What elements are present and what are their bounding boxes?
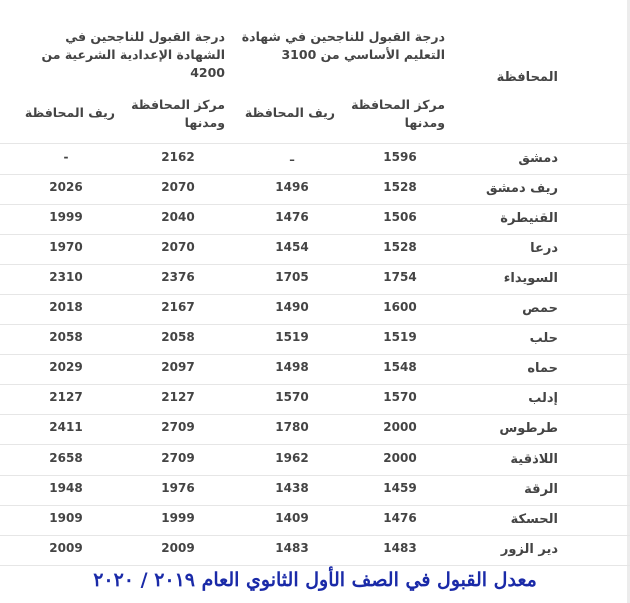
governorate-cell: درعا [530, 241, 558, 256]
governorate-cell: حلب [529, 331, 558, 346]
governorate-cell: إدلب [528, 391, 558, 406]
basic-center-cell: 1596 [383, 150, 417, 164]
basic-rural-cell: 1490 [275, 300, 309, 314]
header-sharia-rural: ريف المحافظة [24, 105, 115, 120]
basic-center-cell: 1528 [383, 180, 417, 194]
basic-rural-cell: 1705 [275, 270, 309, 284]
basic-center-cell: 2000 [383, 451, 417, 465]
basic-center-cell: 1754 [383, 270, 417, 284]
sharia-rural-cell: 2411 [49, 420, 83, 434]
row-separator [0, 174, 630, 175]
sharia-center-cell: 2167 [161, 300, 195, 314]
sharia-center-cell: 1976 [161, 481, 195, 495]
sharia-center-cell: 2376 [161, 270, 195, 284]
sharia-rural-cell: 2029 [49, 360, 83, 374]
basic-rural-cell: 1519 [275, 330, 309, 344]
sharia-rural-cell: 2009 [49, 541, 83, 555]
basic-rural-cell: ـ [289, 150, 295, 164]
sharia-rural-cell: 2026 [49, 180, 83, 194]
header-basic-group: درجة القبول للناجحين في شهادة التعليم الأساسي من 3100 [241, 29, 445, 62]
basic-center-cell: 1476 [383, 511, 417, 525]
governorate-cell: دير الزور [500, 542, 558, 557]
header-basic-center: مركز المحافظة ومدنها [351, 97, 445, 130]
row-separator [0, 565, 630, 566]
basic-rural-cell: 1570 [275, 390, 309, 404]
basic-rural-cell: 1454 [275, 240, 309, 254]
row-separator [0, 264, 630, 265]
sharia-rural-cell: 2127 [49, 390, 83, 404]
sharia-rural-cell: 2018 [49, 300, 83, 314]
sharia-rural-cell: - [63, 150, 69, 164]
governorate-cell: ريف دمشق [485, 181, 558, 196]
header-sharia-group: درجة القبول للناجحين في الشهادة الإعدادية الشرعية من 4200 [41, 29, 225, 80]
row-separator [0, 324, 630, 325]
governorate-cell: طرطوس [499, 421, 558, 436]
basic-rural-cell: 1438 [275, 481, 309, 495]
row-separator [0, 204, 630, 205]
sharia-rural-cell: 2310 [49, 270, 83, 284]
basic-center-cell: 1600 [383, 300, 417, 314]
sharia-center-cell: 2058 [161, 330, 195, 344]
basic-center-cell: 2000 [383, 420, 417, 434]
governorate-cell: الحسكة [510, 512, 558, 527]
governorate-cell: القنيطرة [500, 211, 558, 226]
sharia-rural-cell: 1999 [49, 210, 83, 224]
header-governorate: المحافظة [496, 70, 558, 85]
sharia-center-cell: 2040 [161, 210, 195, 224]
governorate-cell: الرقة [524, 482, 558, 497]
table-caption: معدل القبول في الصف الأول الثانوي العام ٢٠١٩ / ٢٠٢٠ [93, 569, 537, 591]
basic-rural-cell: 1780 [275, 420, 309, 434]
sharia-center-cell: 2070 [161, 240, 195, 254]
row-separator [0, 475, 630, 476]
row-separator [0, 535, 630, 536]
basic-rural-cell: 1409 [275, 511, 309, 525]
governorate-cell: اللاذقية [510, 452, 558, 467]
header-basic-rural: ريف المحافظة [244, 105, 335, 120]
row-separator [0, 444, 630, 445]
sharia-center-cell: 2127 [161, 390, 195, 404]
basic-rural-cell: 1498 [275, 360, 309, 374]
basic-rural-cell: 1476 [275, 210, 309, 224]
sharia-center-cell: 2709 [161, 420, 195, 434]
sharia-rural-cell: 1970 [49, 240, 83, 254]
basic-center-cell: 1519 [383, 330, 417, 344]
sharia-center-cell: 2709 [161, 451, 195, 465]
row-separator [0, 414, 630, 415]
sharia-rural-cell: 2658 [49, 451, 83, 465]
sharia-rural-cell: 1948 [49, 481, 83, 495]
basic-center-cell: 1483 [383, 541, 417, 555]
sharia-center-cell: 2097 [161, 360, 195, 374]
basic-rural-cell: 1962 [275, 451, 309, 465]
basic-center-cell: 1506 [383, 210, 417, 224]
basic-rural-cell: 1483 [275, 541, 309, 555]
sharia-rural-cell: 1909 [49, 511, 83, 525]
row-separator [0, 505, 630, 506]
governorate-cell: السويداء [503, 271, 558, 286]
sharia-center-cell: 2162 [161, 150, 195, 164]
row-separator [0, 354, 630, 355]
sharia-center-cell: 2009 [161, 541, 195, 555]
basic-center-cell: 1528 [383, 240, 417, 254]
basic-rural-cell: 1496 [275, 180, 309, 194]
row-separator [0, 294, 630, 295]
row-separator [0, 234, 630, 235]
sharia-rural-cell: 2058 [49, 330, 83, 344]
basic-center-cell: 1570 [383, 390, 417, 404]
basic-center-cell: 1548 [383, 360, 417, 374]
row-separator [0, 384, 630, 385]
basic-center-cell: 1459 [383, 481, 417, 495]
sharia-center-cell: 1999 [161, 511, 195, 525]
header-separator [0, 143, 630, 144]
governorate-cell: دمشق [518, 151, 558, 166]
sharia-center-cell: 2070 [161, 180, 195, 194]
header-sharia-center: مركز المحافظة ومدنها [131, 97, 225, 130]
governorate-cell: حمص [522, 301, 558, 316]
governorate-cell: حماه [527, 361, 558, 376]
